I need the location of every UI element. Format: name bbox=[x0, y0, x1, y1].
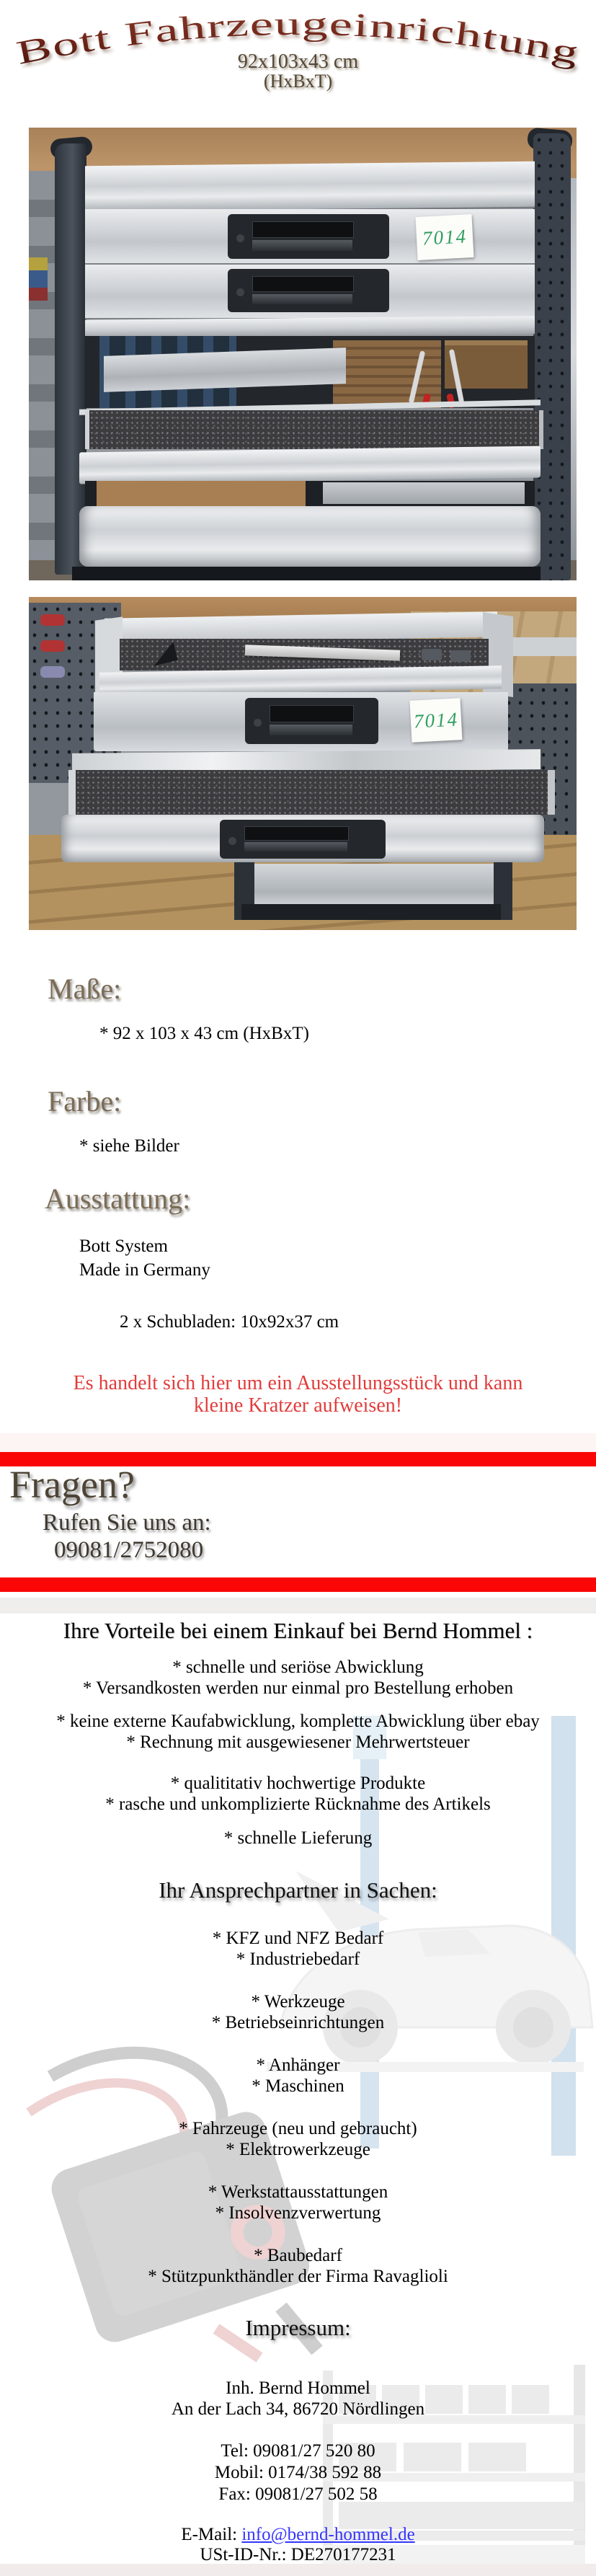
benefit-item: * Versandkosten werden nur einmal pro Bestellung erhoben bbox=[82, 1678, 514, 1698]
benefit-item: * keine externe Kaufabwicklung, komplette Abwicklung über ebay bbox=[56, 1712, 540, 1731]
section-heading-farbe: Farbe: bbox=[48, 1085, 122, 1117]
photo1-top-panel bbox=[85, 161, 535, 213]
photo1-left-color-bins bbox=[29, 257, 48, 301]
lock-dot bbox=[254, 719, 262, 727]
handle-bar bbox=[252, 294, 352, 304]
partner-heading: Ihr Ansprechpartner in Sachen: bbox=[159, 1877, 437, 1903]
handle-slot bbox=[244, 826, 349, 841]
photo1-tray-front bbox=[79, 446, 541, 484]
subtitle-hbt: (HxBxT) bbox=[263, 71, 333, 92]
price-note-text: 7014 bbox=[422, 224, 468, 249]
exhibition-notice-line1: Es handelt sich hier um ein Ausstellungsstück und kann bbox=[73, 1372, 523, 1394]
handle-slot bbox=[270, 705, 354, 722]
partner-item: * KFZ und NFZ Bedarf bbox=[212, 1929, 384, 1948]
call-us-label: Rufen Sie uns an: bbox=[43, 1510, 211, 1536]
impressum-tel: Tel: 09081/27 520 80 bbox=[221, 2441, 375, 2461]
photo1-shelf-edge bbox=[85, 316, 535, 337]
impressum-ustid: USt-ID-Nr.: DE270177231 bbox=[200, 2545, 396, 2564]
partner-item: * Anhänger bbox=[256, 2055, 340, 2075]
partner-item: * Stützpunkthändler der Firma Ravaglioli bbox=[148, 2267, 448, 2286]
email-label: E-Mail: bbox=[181, 2525, 242, 2544]
photo1-bottom-panel bbox=[79, 506, 541, 567]
handle-bar bbox=[244, 842, 347, 851]
benefit-item: * rasche und unkomplizierte Rücknahme des Artikels bbox=[105, 1794, 491, 1814]
questions-heading: Fragen? bbox=[9, 1463, 135, 1506]
masse-value: * 92 x 103 x 43 cm (HxBxT) bbox=[99, 1024, 309, 1043]
page-title: Bott Fahrzeugeinrichtung bbox=[13, 4, 574, 71]
impressum-mobil: Mobil: 0174/38 592 88 bbox=[214, 2463, 382, 2482]
gap-cardboard bbox=[97, 481, 306, 506]
impressum-heading: Impressum: bbox=[245, 2315, 351, 2340]
grey-strip bbox=[0, 1598, 596, 1614]
product-photo-drawers-open bbox=[29, 597, 577, 930]
partner-item: * Werkstattausstattungen bbox=[208, 2182, 388, 2202]
partner-item: * Werkzeuge bbox=[251, 1992, 345, 2011]
handle-bar bbox=[270, 725, 352, 735]
section-heading-masse: Maße: bbox=[48, 973, 122, 1005]
partner-item: * Betriebseinrichtungen bbox=[211, 2013, 385, 2032]
photo2-rack-left-red-grips bbox=[40, 614, 65, 626]
photo2-shelf-right bbox=[512, 637, 577, 656]
partner-item: * Baubedarf bbox=[254, 2246, 342, 2265]
photo1-left-workshop bbox=[29, 171, 58, 575]
photo2-lower-frame bbox=[241, 904, 501, 920]
back-rail bbox=[104, 348, 346, 392]
partner-item: * Insolvenzverwertung bbox=[215, 2203, 381, 2223]
subtitle-dimensions: 92x103x43 cm bbox=[237, 50, 359, 73]
photo2-face-handle bbox=[245, 698, 378, 744]
ausstattung-line1: Bott System bbox=[79, 1236, 168, 1256]
benefits-heading: Ihre Vorteile bei einem Einkauf bei Bernd Hommel : bbox=[63, 1618, 533, 1643]
exhibition-notice-line2: kleine Kratzer aufweisen! bbox=[193, 1394, 403, 1417]
handle-bar bbox=[252, 240, 352, 251]
banner-phone-number: 09081/2752080 bbox=[54, 1537, 204, 1563]
photo2-foam-lower bbox=[68, 770, 555, 815]
lock-dot bbox=[236, 234, 244, 242]
lock-dot bbox=[228, 837, 236, 845]
partner-item: * Industriebedarf bbox=[236, 1949, 360, 1969]
benefit-item: * qualititativ hochwertige Produkte bbox=[170, 1774, 426, 1793]
photo1-base bbox=[72, 567, 541, 580]
farbe-value: * siehe Bilder bbox=[79, 1136, 179, 1156]
email-link[interactable]: info@bernd-hommel.de bbox=[241, 2525, 415, 2544]
price-note-text: 7014 bbox=[413, 707, 459, 732]
handle-slot bbox=[252, 276, 354, 292]
partner-item: * Elektrowerkzeuge bbox=[226, 2140, 370, 2159]
impressum-fax: Fax: 09081/27 502 58 bbox=[218, 2484, 378, 2504]
product-photo-front bbox=[29, 128, 577, 580]
impressum-email-line bbox=[0, 2524, 596, 2546]
benefit-item: * schnelle und seriöse Abwicklung bbox=[172, 1657, 424, 1677]
impressum-address: An der Lach 34, 86720 Nördlingen bbox=[171, 2399, 425, 2419]
section-heading-ausstattung: Ausstattung: bbox=[45, 1182, 191, 1215]
price-note-1 bbox=[415, 214, 473, 260]
impressum-owner: Inh. Bernd Hommel bbox=[226, 2378, 370, 2398]
pink-strip bbox=[0, 1433, 596, 1452]
photo2-lower-panel bbox=[254, 864, 494, 904]
handle-slot bbox=[252, 221, 354, 238]
photo1-open-bay bbox=[85, 336, 535, 408]
photo2-rail-handle bbox=[220, 820, 386, 859]
ausstattung-line2: Made in Germany bbox=[79, 1260, 210, 1280]
clip-items bbox=[422, 649, 442, 660]
photo1-drawer2-handle bbox=[228, 269, 389, 312]
red-bar-bottom bbox=[0, 1577, 596, 1592]
benefit-item: * schnelle Lieferung bbox=[223, 1828, 373, 1848]
partner-item: * Maschinen bbox=[252, 2076, 344, 2096]
photo1-drawer1-handle bbox=[228, 214, 389, 259]
ausstattung-line3: 2 x Schubladen: 10x92x37 cm bbox=[120, 1312, 339, 1332]
partner-item: * Fahrzeuge (neu und gebraucht) bbox=[179, 2119, 417, 2138]
gap-rear-drawer bbox=[323, 482, 525, 504]
lock-dot bbox=[236, 288, 244, 296]
photo1-tray-foam bbox=[85, 410, 543, 449]
price-note-2 bbox=[410, 698, 463, 743]
photo1-under-gap bbox=[85, 481, 535, 506]
benefit-item: * Rechnung mit ausgewiesener Mehrwertsteuer bbox=[126, 1732, 470, 1752]
